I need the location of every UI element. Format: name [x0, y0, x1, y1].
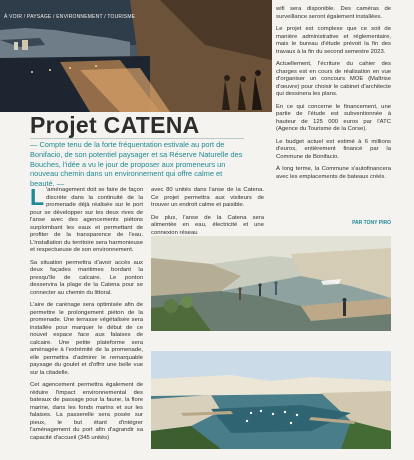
aerial-bay-image [151, 351, 391, 449]
title-divider [30, 138, 244, 139]
paragraph: Cet agencement permettra également de réduire l'impact environnemental des bateaux de passage pour la faune, la flore marine, dans les fonds marins et sur les falaises. La passerelle sera posée sur pieux, le but étant d'intégrer l'aménagement du port afin d'agrandir sa capacité d'accueil (345 unités) [30, 382, 143, 441]
article-column-3 [276, 6, 391, 186]
paragraph-intro-text: 'aménagement doit se faire de façon discrète dans la continuité de la promenade déjà réalisée sur le port pour se développer sur les deux rives de l'anse avec des agencements piétons surplombant les eaux et permettant de profiter de la transparence de l'eau. L'installation du territoire sera harmonieuse et respectueuse de son environnement. [30, 187, 143, 253]
paragraph: À long terme, la Commune s'autofinancera avec les emplacements de bateaux créés. [276, 166, 391, 180]
paragraph: L'aire de carénage sera optimisée afin de permettre le prolongement piéton de la promenade. Une terrasse végétalisée sera installée pour marquer le début de ce nouvel espace face aux falaises de calcaire. Une petite plateforme sera aménagée à l'extrémité de la promenade, elle permettra d'admirer le remarquable paysage du goulet et d'offrir une belle vue sur la citadelle. [30, 302, 143, 376]
paragraph: avec 80 unités dans l'anse de la Catena. Ce projet permettra aux visiteurs de trouver un endroit calme et paisible. [151, 187, 264, 208]
paragraph: wifi sera disponible. Des caméras de surveillance seront également installées. [276, 6, 391, 20]
aerial-bay-illustration [151, 351, 391, 449]
article-lead: — Compte tenu de la forte fréquentation estivale au port de Bonifacio, de son potentiel paysager et sa Réserve Naturelle des Bouches, l'idée a vu le jour de proposer aux promeneurs un nouveau chemin dans un environnement qui offre calme et beauté. — [30, 140, 243, 189]
paragraph: Sa situation permettra d'avoir accès aux deux façades maritimes bordant la presqu'île de calcaire. Le ponton desservira la plage de la Catena pour se connecter au chemin du littoral. [30, 259, 143, 296]
byline: PAR TONY PIRO [352, 220, 391, 226]
article-title: Projet CATENA [30, 112, 200, 138]
paragraph: Actuellement, l'écriture du cahier des charges est en cours de réalisation en vue d'organiser un concours MOE (Maîtrise d'œuvre) pour choisir le cabinet d'architecte qui dessinera les plans. [276, 61, 391, 97]
paragraph: Le projet est complexe que ce soit de manière administrative et réglementaire, mais le bureau d'étude prévoit la fin des travaux à la fin du second semestre 2023. [276, 26, 391, 55]
promenade-image [151, 236, 391, 331]
paragraph: En ce qui concerne le financement, une partie de l'étude est subventionnée à hauteur de 125 000 euros par l'ATC (Agence du Tourisme de la Corse). [276, 103, 391, 132]
article-column-2 [151, 187, 264, 242]
dropcap: L [30, 184, 45, 210]
article-column-1 [30, 184, 143, 447]
section-tag: À VOIR / PAYSAGE / ENVIRONNEMENT / TOURISME [4, 14, 136, 20]
paragraph: De plus, l'anse de la Catena sera alimentée en eau, électricité et une connexion réseau [151, 214, 264, 236]
paragraph: Le budget actuel est estimé à 6 millions d'euros, entièrement financé par la Commune de Bonifacio. [276, 138, 391, 160]
promenade-illustration [151, 236, 391, 331]
paragraph-intro [30, 184, 143, 255]
